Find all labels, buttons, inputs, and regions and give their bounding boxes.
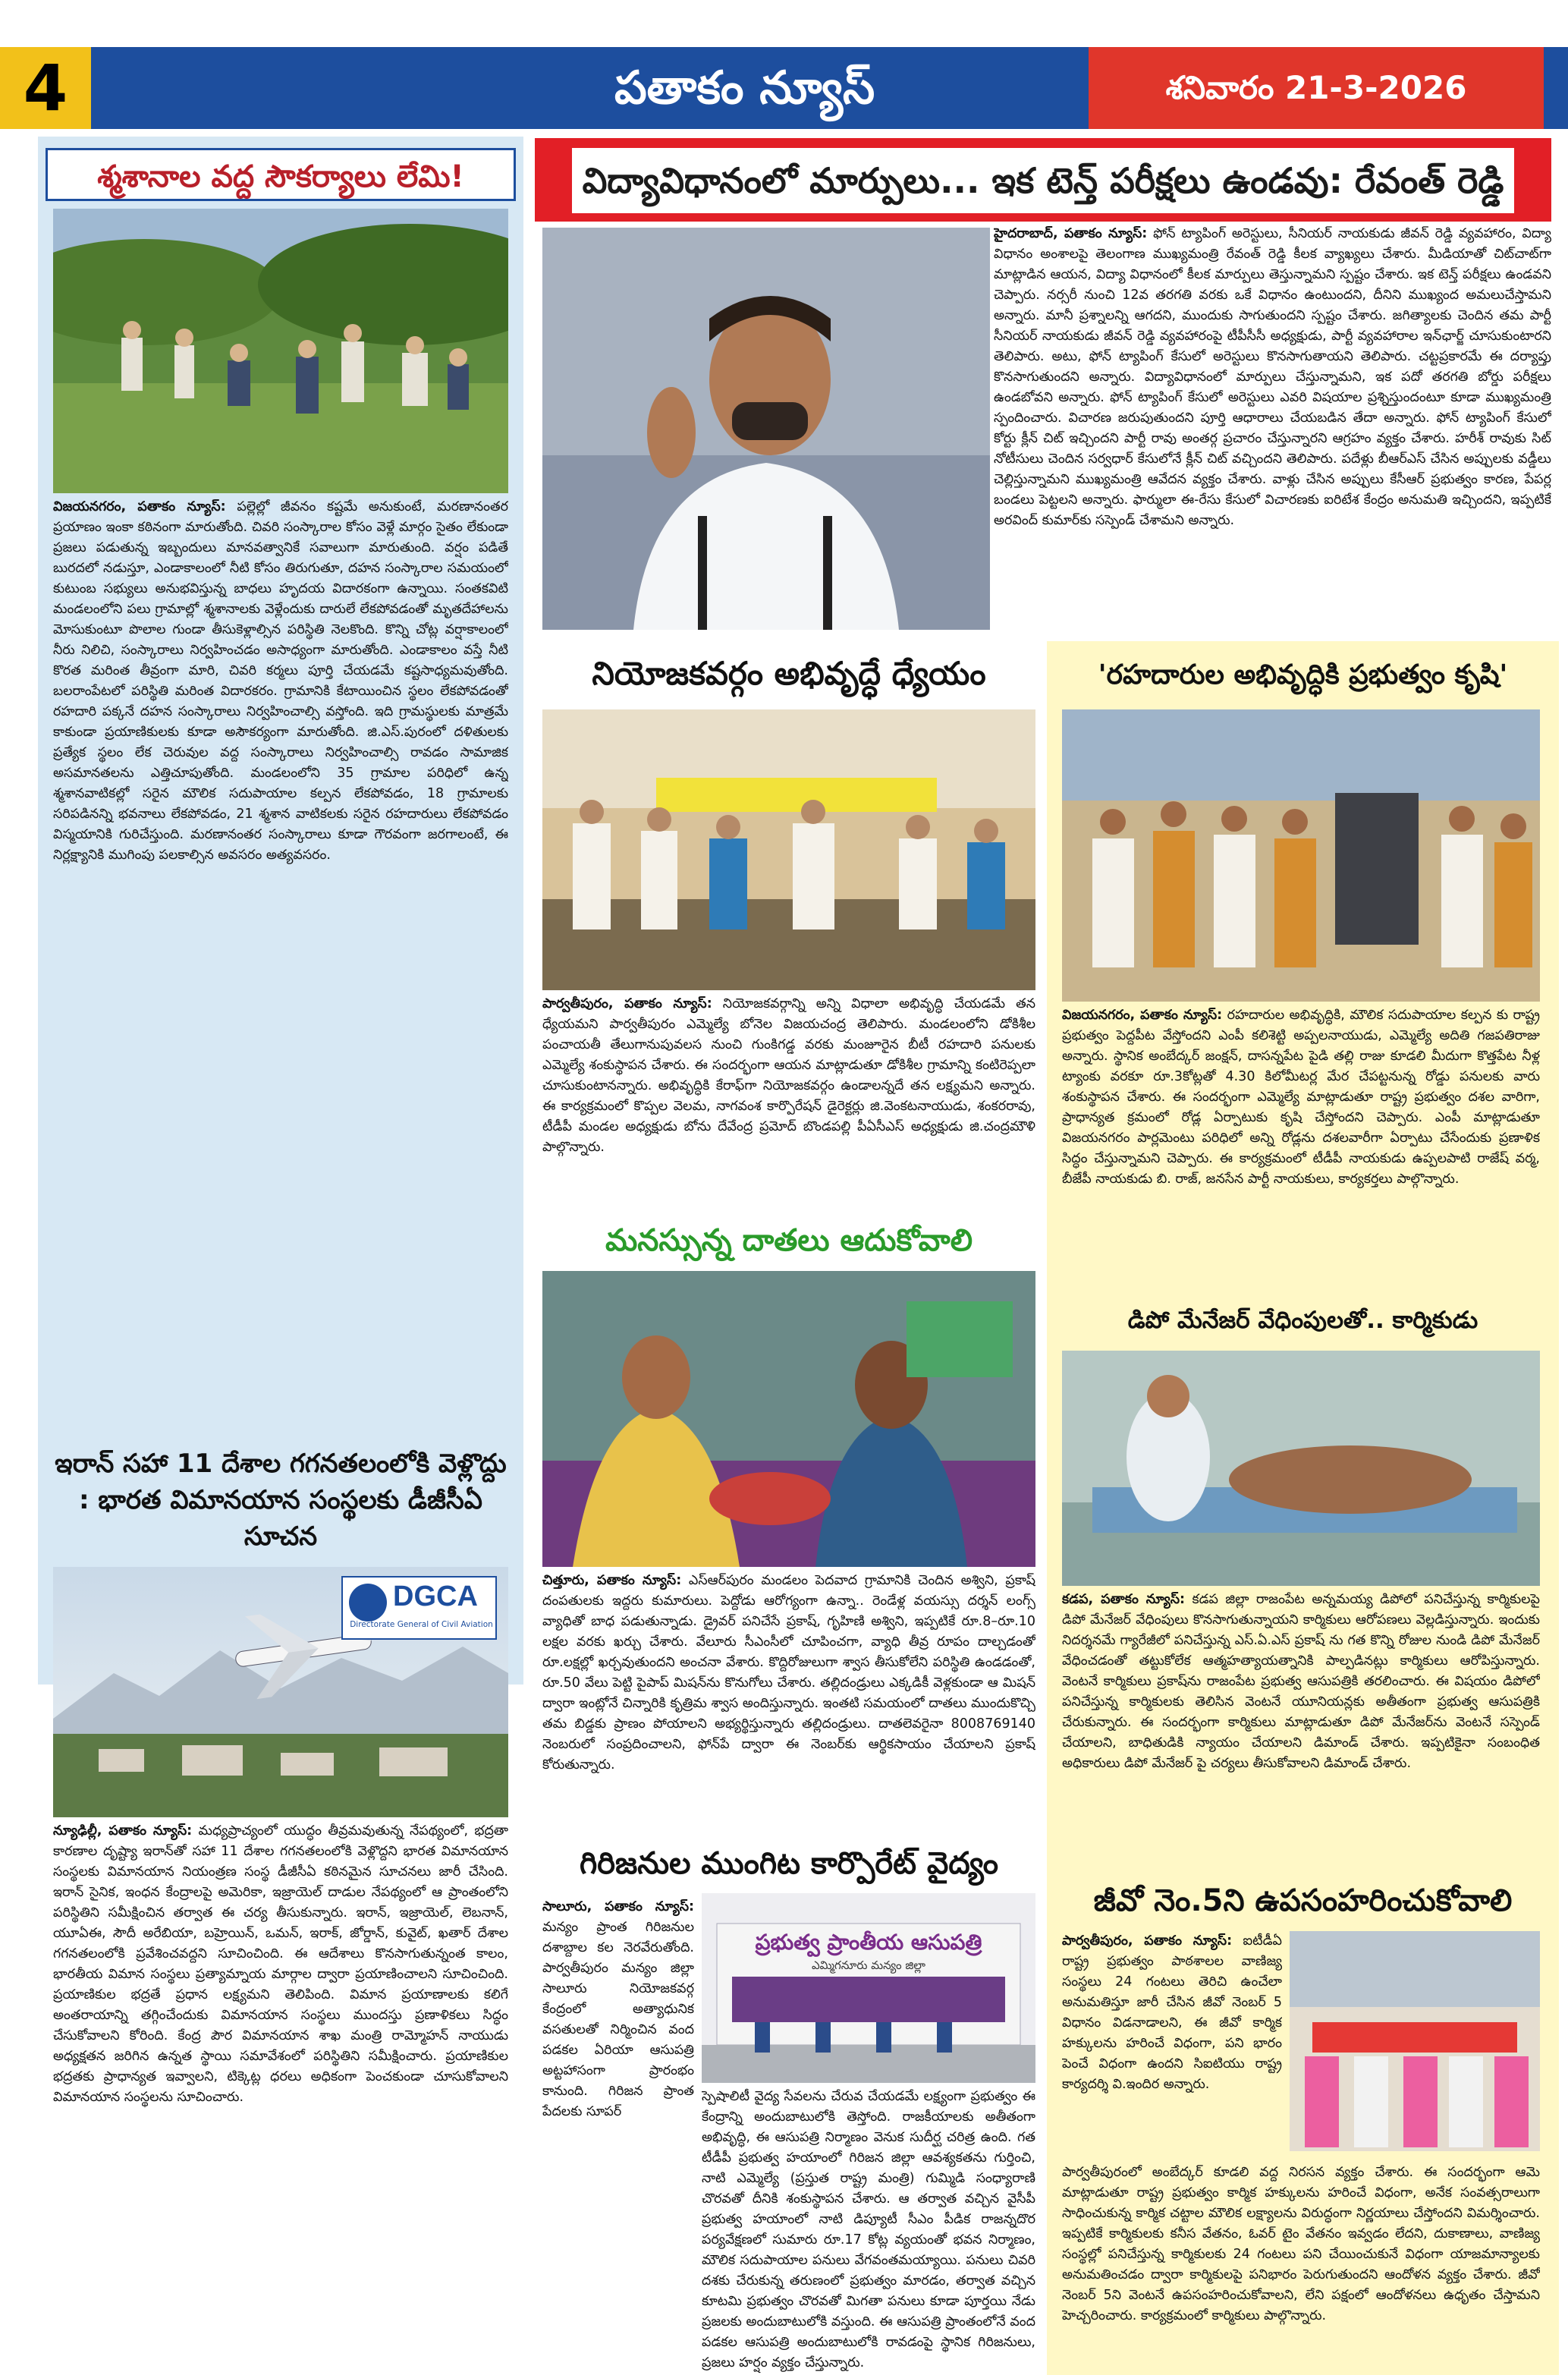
issue-date: శనివారం 21-3-2026 bbox=[1089, 47, 1544, 129]
right-headline-3: జీవో నెం.5ని ఉపసంహరించుకోవాలి bbox=[1093, 1883, 1513, 1918]
lead-article-body bbox=[994, 224, 1551, 634]
aircraft-photo bbox=[53, 1567, 508, 1817]
left-body-text: పల్లెల్లో జీవనం కష్టమే అనుకుంటే, మరణానంతర ప్రయాణం ఇంకా కఠినంగా మారుతోంది. చివరి సంస్కారాల కోసం వెళ్లే మార్గం సైతం లేకుండా ప్రజలు పడుతున్న ఇబ్బందులు మానవత్వానికే సవాలుగా మారుతుంది. వర్షం పడితే బురదలో నడుస్తూ, ఎండాకాలంలో నీటి కోసం తిరుగుతూ, దహన సంస్కారాల సమయంలో కుటుంబ సభ్యులు అనుభవిస్తున్న బాధలు హృదయ విదారకంగా ఉన్నాయి. సంతకవిటి మండలంలోని పలు గ్రామాల్లో శ్మశానాలకు వెళ్లేందుకు దారులే లేకపోవడంతో మృతదేహాలను మోసుకుంటూ పొలాల గుండా తీసుకెళ్లాల్సిన పరిస్థితి నెలకొంది. కొన్ని చోట్ల వర్షాకాలంలో నీరు నిలిచి, సంస్కారాలు నిర్వహించడం అసాధ్యంగా మారుతోంది. ఎండాకాలం వస్తే నీటి కొరత మరింత తీవ్రంగా మారి, చివరి కర్మలు పూర్తి చేయడమే కష్టసాధ్యమవుతోంది. బలరాంపేటలో పరిస్థితి మరింత విదారకరం. గ్రామానికి కేటాయించిన స్థలం లేకపోవడంతో రహదారి పక్కనే దహన సంస్కారాలు నిర్వహించాల్సి వస్తోంది. ఇది గ్రామస్థులకు మాత్రమే కాకుండా ప్రయాణికులకు కూడా అసౌకర్యంగా మారుతోంది. జి.ఎస్.పురంలో దళితులకు ప్రత్యేక స్థలం లేక చెరువుల వద్ద సంస్కారాలు నిర్వహించాల్సి రావడం సామాజిక అసమానతలను ఎత్తిచూపుతోంది. మండలంలోని 35 గ్రామాల పరిధిలో ఉన్న శ్మశానవాటికల్లో సరైన మౌలిక సదుపాయాల కల్పన లేకపోవడం, 18 గ్రామాలకు సరిపడినన్ని భవనాలు లేకపోవడం, 21 శ్మశాన వాటికలకు సరైన రహదారులు లేకపోవడం విస్మయానికి గురిచేస్తుంది. మరణానంతర సంస్కారాలు కూడా గౌరవంగా జరగాలంటే, ఈ నిర్లక్ష్యానికి ముగింపు పలకాల్సిన అవసరం అత్యవసరం. bbox=[53, 499, 508, 863]
center-body-text-1: నియోజకవర్గాన్ని అన్ని విధాలా అభివృద్ధి చేయడమే తన ధ్యేయమని పార్వతీపురం ఎమ్మెల్యే బోనెల విజయచంద్ర తెలిపారు. మండలంలోని డోకిశీల పంచాయతీ తేలుగానుపువలస నుంచి గుంకిగడ్డ వరకు మంజూరైన బీటీ రహదారి పనులకు ఎమ్మెల్యే శంకుస్థాపన చేశారు. ఈ సందర్భంగా ఆయన మాట్లాడుతూ డోకిశీల గ్రామాన్ని కంటిరెప్పలా చూసుకుంటానన్నారు. అభివృద్ధికి కేరాఫ్‌గా నియోజకవర్గం ఉండాలన్నదే తన లక్ష్యమని అన్నారు. ఈ కార్యక్రమంలో కొప్పల వెలమ, నాగవంశ కార్పొరేషన్ డైరెక్టర్లు జి.వెంకటనాయుడు, శంకరరావు, టీడీపీ మండల అధ్యక్షుడు బోను దేవేంద్ర ప్రమోద్ బొండపల్లి పీఏసీఎస్ అధ్యక్షుడు జి.చంద్రమౌళి పాల్గొన్నారు. bbox=[542, 996, 1035, 1155]
left-dateline: విజయనగరం, పతాకం న్యూస్: bbox=[53, 499, 226, 514]
center-headline-1: నియోజకవర్గం అభివృద్ధే ధ్యేయం bbox=[592, 655, 986, 692]
dgca-logo-text: DGCA bbox=[393, 1581, 478, 1612]
hospital-photo bbox=[702, 1893, 1035, 2083]
cremation-ground-photo bbox=[53, 209, 508, 493]
mla-meeting-photo bbox=[542, 709, 1035, 990]
center-article-1-body bbox=[542, 994, 1035, 1241]
iran-headline: ఇరాన్ సహా 11 దేశాల గగనతలంలోకి వెళ్లొద్దు : భారత విమానయాన సంస్థలకు డీజీసీఏ సూచన bbox=[55, 1449, 507, 1552]
center-dateline-3: సాలూరు, పతాకం న్యూస్: bbox=[542, 1899, 694, 1914]
right-dateline-2: కడప, పతాకం న్యూస్: bbox=[1062, 1592, 1186, 1607]
center-body-text-2: ఎస్ఆర్‌పురం మండలం పెదవాద గ్రామానికి చెందిన అశ్విని, ప్రకాష్ దంపతులకు ఇద్దరు కుమారులు. పెద్దోడు ఆరోగ్యంగా ఉన్నా.. రెండేళ్ల వయస్సు దర్శన్ లంగ్స్ వ్యాధితో బాధ పడుతున్నాడు. డ్రైవర్ పనిచేసే ప్రకాష్, గృహిణి అశ్విని, ఇప్పటికే రూ.8–రూ.10 లక్షల వరకు ఖర్చు చేశారు. వేలూరు సీఎంసీలో చూపించగా, వ్యాధి తీవ్ర రూపం దాల్చడంతో రూ.లక్షల్లో ఖర్చవుతుందని అంచనా వేశారు. కొద్దిరోజులుగా శ్వాస తీసుకోలేని పరిస్థితి ఉండడంతో, రూ.50 వేలు పెట్టి పైపాప్ మిషన్‌ను కొనుగోలు చేశారు. తల్లిదండ్రులు ఎక్కడికీ వెళ్లకుండా ఆ మిషన్ ద్వారా ఇంట్లోనే చిన్నారికి కృత్రిమ శ్వాస అందిస్తున్నారు. ఇంతటి సమయంలో దాతలు ముందుకొచ్చి తమ బిడ్డకు ప్రాణం పోయాలని అభ్యర్థిస్తున్నారు తల్లిదండ్రులు. దాతలెవరైనా 8008769140 నెంబరులో సంప్రదించాలని, ఫోన్‌పే ద్వారా ఈ నెంబర్‌కు ఆర్థికసాయం చేయాలని ప్రకాష్ కోరుతున్నారు. bbox=[542, 1573, 1035, 1773]
right-body-text-3a: ఐటీడీఏ రాష్ట్ర ప్రభుత్వం పాఠశాలల వాణిజ్య సంస్థలు 24 గంటలు తెరిచి ఉంచేలా అనుమతిస్తూ జారీ చేసిన జీవో నెంబర్ 5 విధానం విడనాడాలని, ఈ జీవో కార్మిక హక్కులను హరించే విధంగా, పని భారం పెంచే విధంగా ఉందని సిఐటియు రాష్ట్ర కార్యదర్శి వి.ఇందిర అన్నారు. bbox=[1062, 1933, 1282, 2092]
hospital-sign-text: ప్రభుత్వ ప్రాంతీయ ఆసుపత్రి bbox=[755, 1930, 982, 1955]
right-article-3-body-b bbox=[1062, 2163, 1540, 2375]
page-number: 4 bbox=[0, 47, 91, 129]
hospital-sign-sub: ఎమ్మిగనూరు మన్యం జిల్లా bbox=[811, 1958, 926, 1972]
center-article-2-body bbox=[542, 1571, 1035, 1844]
iran-body-text: మధ్యప్రాచ్యంలో యుద్ధం తీవ్రమవుతున్న నేపథ్యంలో, భద్రతా కారణాల దృష్ట్యా ఇరాన్‌తో సహా 11 దేశాల గగనతలంలోకి వెళ్లొద్దని భారత విమానయాన సంస్థలకు విమానయాన నియంత్రణ సంస్థ డీజీసీఏ కఠినమైన సూచనలు జారీ చేసింది. ఇరాన్ సైనిక, ఇంధన కేంద్రాలపై అమెరికా, ఇజ్రాయెల్ దాడుల నేపథ్యంలో ఆ ప్రాంతంలోని పరిస్థితిని సమీక్షించిన తర్వాత ఈ చర్య తీసుకున్నారు. ఇరాన్, ఇజ్రాయెల్, లెబనాన్, యూఏఈ, సౌదీ అరేబియా, బహ్రెయిన్, ఒమన్, ఇరాక్, జోర్డాన్, కువైట్, ఖతార్ దేశాల గగనతలంలోకి ప్రవేశించవద్దని సూచించింది. ఈ ఆదేశాలు కొనసాగుతున్నంత కాలం, భారతీయ విమాన సంస్థలు ప్రత్యామ్నాయ మార్గాల ద్వారా ప్రయాణించాలని సూచించింది. ప్రయాణికుల భద్రతే ప్రధాన లక్ష్యమని తెలిపింది. విమాన ప్రయాణాలకు కలిగే అంతరాయాన్ని తగ్గించేందుకు విమానయాన సంస్థలు ముందస్తు ప్రణాళికలు సిద్ధం చేసుకోవాలని కోరింది. కేంద్ర పౌర విమానయాన శాఖ మంత్రి రామ్మోహన్ నాయుడు అధ్యక్షతన జరిగిన ఉన్నత స్థాయి సమావేశంలో పరిస్థితిని సమీక్షించారు. ప్రయాణికుల భద్రతకు ప్రాధాన్యత ఇవ్వాలని, టిక్కెట్ల ధరలు అధికంగా పెంచకుండా చూసుకోవాలని విమానయాన సంస్థలను సూచించారు. bbox=[53, 1823, 508, 2105]
paper-name: పతాకం న్యూస్ bbox=[614, 61, 875, 115]
dgca-logo bbox=[341, 1576, 497, 1640]
right-headline-2: డిపో మేనేజర్ వేధింపులతో.. కార్మికుడు bbox=[1127, 1307, 1478, 1334]
right-dateline-3: పార్వతీపురం, పతాకం న్యూస్: bbox=[1062, 1933, 1233, 1949]
center-dateline-1: పార్వతీపురం, పతాకం న్యూస్: bbox=[542, 996, 712, 1011]
lead-banner bbox=[535, 138, 1551, 222]
road-foundation-photo bbox=[1062, 709, 1540, 1002]
right-body-text-2: కడప జిల్లా రాజంపేట అన్నమయ్య డిపోలో పనిచేస్తున్న కార్మికులపై డిపో మేనేజర్ వేధింపులు కొనసాగుతున్నాయని కార్మికులు ఆరోపణలు వెల్లడిస్తున్నారు. ఇందుకు నిదర్శనమే గ్యారేజీలో పనిచేస్తున్న ఎస్.ఏ.ఎస్ ప్రకాష్ ను గత కొన్ని రోజుల నుండి డిపో మేనేజర్ వేధించడంతో తట్టుకోలేక ఆత్మహత్యాయత్నానికి పాల్పడినట్లు కార్మికులు ఆరోపిస్తున్నారు. వెంటనే కార్మికులు ప్రకాష్‌ను రాజంపేట ప్రభుత్వ ఆసుపత్రికి తరలించారు. ఈ విషయం డిపోలో పనిచేస్తున్న కార్మికులకు తెలిసిన వెంటనే యూనియన్లకు అతీతంగా ప్రభుత్వ ఆసుపత్రికి చేరుకున్నారు. ఈ సందర్భంగా కార్మికులు మాట్లాడుతూ డిపో మేనేజర్‌ను వెంటనే సస్పెండ్ చేయాలని, బాధితుడికి న్యాయం చేయాలని డిమాండ్ చేశారు. ఇప్పటికైనా సంబంధిత అధికారులు డిపో మేనేజర్ పై చర్యలు తీసుకోవాలని డిమాండ్ చేశారు. bbox=[1062, 1592, 1540, 1771]
center-headline-3: గిరిజనుల ముంగిట కార్పొరేట్ వైద్యం bbox=[579, 1846, 999, 1881]
lead-headline: విద్యావిధానంలో మార్పులు... ఇక టెన్త్ పరీక్షలు ఉండవు: రేవంత్ రెడ్డి bbox=[572, 148, 1515, 213]
iran-dateline: న్యూఢిల్లీ, పతాకం న్యూస్: bbox=[53, 1823, 193, 1839]
lead-dateline: హైదరాబాద్, పతాకం న్యూస్: bbox=[994, 226, 1148, 241]
hospital-bed-photo bbox=[1062, 1351, 1540, 1586]
lead-body-text: ఫోన్ ట్యాపింగ్ అరెస్టులు, సీనియర్ నాయకుడు జీవన్ రెడ్డి వ్యవహారం, విద్యా విధానం అంశాలపై తెలంగాణ ముఖ్యమంత్రి రేవంత్ రెడ్డి కీలక వ్యాఖ్యలు చేశారు. మీడియాతో చిట్‌చాట్‌గా మాట్లాడిన ఆయన, విద్యా విధానంలో కీలక మార్పులు తెస్తున్నామని స్పష్టం చేశారు. ఇక టెన్త్ పరీక్షలు ఉండవని చెప్పారు. నర్సరీ నుంచి 12వ తరగతి వరకు ఒకే విధానం ఉంటుందని, దీనిని ముఖ్యంద అమలుచేస్తామని అన్నారు. మానీ ప్రశ్నాలన్ని ఆగదని, ముందుకు సాగుతుందని స్పష్టం చేశారు. జగిత్యాలకు చెందిన తమ పార్టీ సీనియర్ నాయకుడు జీవన్ రెడ్డి వ్యవహారంపై టీపీసీసీ అధ్యక్షుడు, పార్టీ వ్యవహారాల ఇన్‌ఛార్జ్ చూసుకుంటారని తెలిపారు. అటు, ఫోన్ ట్యాపింగ్ కేసులో అరెస్టులు కొనసాగుతాయని తెలిపారు. చట్టప్రకారమే ఈ దర్యాప్తు కొనసాగుతుందని అన్నారు. విద్యావిధానంలో మార్పులు చేస్తున్నామని, ఇక పదో తరగతి బోర్డు పరీక్షలు ఉండబోవని అన్నారు. ఫోన్ ట్యాపింగ్ కేసులో అరెస్టులు ఎవరి విషయాల ప్రశ్నిస్తుందంటూ కూడా ముఖ్యమంత్రి స్పందించారు. విచారణ జరుపుతుందని పూర్తి ఆధారాలు చేయబడిన తేదా అన్నారు. ఫోన్ ట్యాపింగ్ కేసులో కోర్టు క్లీన్ చిట్ ఇచ్చిందని పార్టీ రావు అంతర్గ ప్రచారం చేస్తున్నారని ఆగ్రహం వ్యక్తం చేశారు. హరీశ్ రావుకు సిట్ నోటీసులు చెందిన సర్వధార్ కేసులోనే క్లీన్ చిట్ వచ్చిందని తెలిపారు. పదేళ్లు బీఆర్ఎస్ చేసిన అప్పులకు వడ్డీలు చెల్లిస్తున్నామని ముఖ్యమంత్రి ఆవేదన వ్యక్తం చేశారు. వాళ్లు చేసిన అప్పులు కేసీఆర్ ప్రభుత్వం కారణ, పేపర్ల బండలు పెట్టలని అన్నారు. ఫార్ములా ఈ-రేసు కేసులో విచారణకు ఐరిటేశ కేంద్రం అనుమతి ఇచ్చిందని, ఇప్పటికే అరవింద్ కుమార్‌కు సస్పెండ్ చేశామని అన్నారు. bbox=[994, 226, 1551, 528]
center-body-text-3a: మన్యం ప్రాంత గిరిజనుల దశాబ్దాల కల నెరవేరుతోంది. పార్వతీపురం మన్యం జిల్లా సాలూరు నియోజకవర్గ కేంద్రంలో అత్యాధునిక వసతులతో నిర్మించిన వంద పడకల ఏరియా ఆసుపత్రి అట్టహాసంగా ప్రారంభం కానుంది. గిరిజన ప్రాంత పేదలకు సూపర్ bbox=[542, 1920, 694, 2119]
center-article-3-body-a bbox=[542, 1897, 694, 2231]
center-dateline-2: చిత్తూరు, పతాకం న్యూస్: bbox=[542, 1573, 682, 1588]
right-body-text-1: రహదారుల అభివృద్ధికి, మౌలిక సదుపాయాల కల్పన కు రాష్ట్ర ప్రభుత్వం పెద్దపీట వేస్తోందని ఎంపీ కలిశెట్టి అప్పలనాయుడు, ఎమ్మెల్యే అదితి గజపతిరాజు అన్నారు. స్థానిక అంబేద్కర్ జంక్షన్, దాసన్నపేట పైడి తల్లి రాజు కూడలి మీదుగా కొత్తపేట నీళ్ల ట్యాంకు వరకూ రూ.3కోట్లతో 4.30 కిలోమీటర్ల మేర చేపట్టనున్న రోడ్డు పనులకు వారు శంకుస్థాపన చేశారు. ఈ సందర్భంగా ఎమ్మెల్యే మాట్లాడుతూ రాష్ట్ర ప్రభుత్వం దశల వారిగా, ప్రాధాన్యత క్రమంలో రోడ్ల ఏర్పాటుకు కృషి చేస్తోందని చెప్పారు. ఎంపీ మాట్లాడుతూ విజయనగరం పార్లమెంటు పరిధిలో అన్ని రోడ్లను దశలవారీగా ఏర్పాటు చేసేందుకు ప్రణాళిక సిద్ధం చేస్తున్నామని చెప్పారు. ఈ కార్యక్రమంలో టీడీపీ నాయకుడు ఉప్పలపాటి రాజేష్ వర్మ, బీజేపీ నాయకుడు బి. రాజ్, జనసేన పార్టీ నాయకులు, కార్యకర్తలు పాల్గొన్నారు. bbox=[1062, 1008, 1540, 1187]
top-margin bbox=[0, 0, 1568, 47]
right-headline-1: 'రహదారుల అభివృద్ధికి ప్రభుత్వం కృషి' bbox=[1098, 659, 1508, 690]
left-article-body bbox=[53, 497, 508, 1445]
right-article-2-body bbox=[1062, 1590, 1540, 1870]
family-photo bbox=[542, 1271, 1035, 1567]
center-headline-2: మనస్సున్న దాతలు ఆదుకోవాలి bbox=[605, 1223, 973, 1258]
globe-icon bbox=[349, 1584, 387, 1622]
protest-photo bbox=[1290, 1931, 1540, 2151]
revanth-reddy-photo bbox=[542, 228, 990, 630]
right-dateline-1: విజయనగరం, పతాకం న్యూస్: bbox=[1062, 1008, 1223, 1023]
iran-article-body bbox=[53, 1821, 508, 2375]
left-headline: శ్మశానాల వద్ద సౌకర్యాలు లేమి! bbox=[46, 148, 516, 201]
right-article-3-body-a bbox=[1062, 1931, 1282, 2159]
right-body-text-3b: పార్వతీపురంలో అంబేద్కర్ కూడలి వద్ద నిరసన వ్యక్తం చేశారు. ఈ సందర్భంగా ఆమె మాట్లాడుతూ రాష్ట్ర ప్రభుత్వం కార్మిక హక్కులను హరించే విధంగా, అనేక సంవత్సరాలుగా సాధించుకున్న కార్మిక చట్టాల మౌలిక లక్ష్యాలను విరుద్ధంగా నిర్ణయాలు చేస్తోందని విమర్శించారు. ఇప్పటికే కార్మికులకు కనీస వేతనం, ఓవర్ టైం వేతనం ఇవ్వడం లేదని, దుకాణాలు, వాణిజ్య సంస్థల్లో పనిచేస్తున్న కార్మికులకు 24 గంటలు పని చేయించుకునే విధంగా యాజమాన్యాలకు అనుమతించడం ద్వారా కార్మికులపై పనిభారం పెరుగుతుందని ఆందోళన వ్యక్తం చేశారు. జీవో నెంబర్ 5ని వెంటనే ఉపసంహరించుకోవాలని, లేని పక్షంలో ఆందోళనలు ఉధృతం చేస్తామని హెచ్చరించారు. కార్యక్రమంలో కార్మికులు పాల్గొన్నారు. bbox=[1062, 2165, 1540, 2323]
center-body-text-3b: స్పెషాలిటీ వైద్య సేవలను చేరువ చేయడమే లక్ష్యంగా ప్రభుత్వం ఈ కేంద్రాన్ని అందుబాటులోకి తెస్తోంది. రాజకీయాలకు అతీతంగా అభివృద్ధి, ఈ ఆసుపత్రి నిర్మాణం వెనుక సుదీర్ఘ చరిత్ర ఉంది. గత టీడీపీ ప్రభుత్వ హయాంలో గిరిజన జిల్లా ఆవశ్యకతను గుర్తించి, నాటి ఎమ్మెల్యే (ప్రస్తుత రాష్ట్ర మంత్రి) గుమ్మిడి సంధ్యారాణి చొరవతో దీనికి శంకుస్థాపన చేశారు. ఆ తర్వాత వచ్చిన వైసీపీ ప్రభుత్వ హయాంలో నాటి డిప్యూటీ సీఎం పీడిక రాజన్నదొర పర్యవేక్షణలో సుమారు రూ.17 కోట్ల వ్యయంతో భవన నిర్మాణం, మౌలిక సదుపాయాల పనులు వేగవంతమయ్యాయి. పనులు చివరి దశకు చేరుకున్న తరుణంలో ప్రభుత్వం మారడం, తర్వాత వచ్చిన కూటమి ప్రభుత్వం చొరవతో మిగతా పనులు కూడా పూర్తయి నేడు ప్రజలకు అందుబాటులోకి వస్తుంది. ఈ ఆసుపత్రి ప్రాంతంలోనే వంద పడకల ఆసుపత్రి అందుబాటులోకి రావడంపై స్థానిక గిరిజనులు, ప్రజలు హర్షం వ్యక్తం చేస్తున్నారు. bbox=[702, 2089, 1035, 2370]
center-article-3-body-b bbox=[702, 2087, 1035, 2375]
dgca-logo-sub: Directorate General of Civil Aviation bbox=[350, 1620, 493, 1629]
right-article-1-body bbox=[1062, 1005, 1540, 1290]
